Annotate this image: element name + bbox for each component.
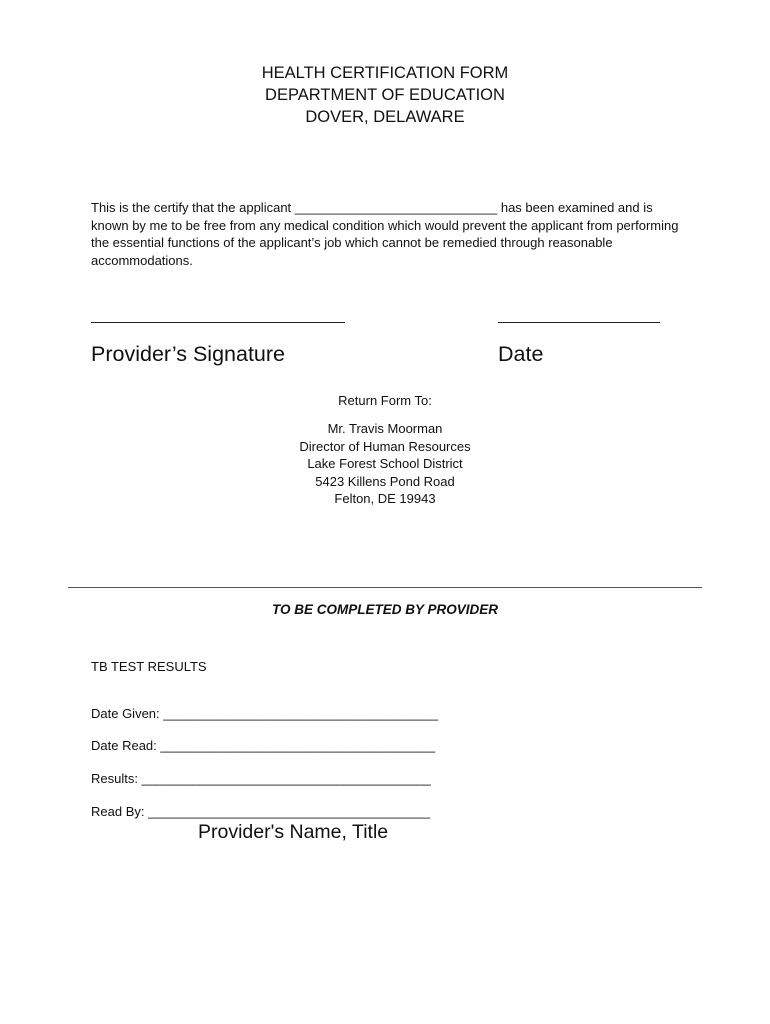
results-blank[interactable]: ________________________________________ — [141, 771, 431, 786]
tb-test-results-heading: TB TEST RESULTS — [91, 659, 207, 674]
date-line[interactable] — [498, 322, 660, 323]
read-by-caption: Provider's Name, Title — [198, 821, 389, 843]
date-given-field — [91, 706, 438, 721]
certification-text-end: has been examined and is known by me to be free from any medical condition which would prevent the applicant from performing the essential functions of the applicant’s job which cannot be remedied through reasonable accommodations. — [91, 200, 679, 268]
date-read-blank[interactable]: ______________________________________ — [160, 738, 436, 753]
department-name: DEPARTMENT OF EDUCATION — [265, 86, 505, 104]
return-city: Felton, DE 19943 — [334, 491, 436, 506]
provider-signature-line[interactable] — [91, 322, 345, 323]
provider-signature-label: Provider’s Signature — [91, 342, 286, 366]
date-read-label: Date Read: — [91, 738, 157, 753]
results-label: Results: — [91, 771, 138, 786]
certification-statement — [91, 199, 681, 269]
location: DOVER, DELAWARE — [305, 108, 465, 126]
form-title: HEALTH CERTIFICATION FORM — [261, 64, 509, 82]
section-divider — [68, 587, 702, 588]
provider-section-heading: TO BE COMPLETED BY PROVIDER — [271, 602, 499, 617]
return-form-heading: Return Form To: — [338, 393, 432, 408]
date-read-field — [91, 738, 435, 753]
read-by-label: Read By: — [91, 804, 145, 819]
return-organization: Lake Forest School District — [307, 456, 463, 471]
return-name: Mr. Travis Moorman — [327, 421, 443, 436]
applicant-name-blank[interactable]: ____________________________ — [294, 200, 498, 215]
date-given-blank[interactable]: ______________________________________ — [163, 706, 439, 721]
return-title: Director of Human Resources — [299, 438, 471, 454]
read-by-field — [91, 804, 430, 819]
results-field — [91, 771, 431, 786]
certification-text-start: This is the certify that the applicant — [91, 200, 295, 215]
return-street: 5423 Killens Pond Road — [315, 473, 455, 489]
date-label: Date — [498, 342, 544, 366]
read-by-blank[interactable]: _______________________________________ — [148, 804, 431, 819]
date-given-label: Date Given: — [91, 706, 160, 721]
